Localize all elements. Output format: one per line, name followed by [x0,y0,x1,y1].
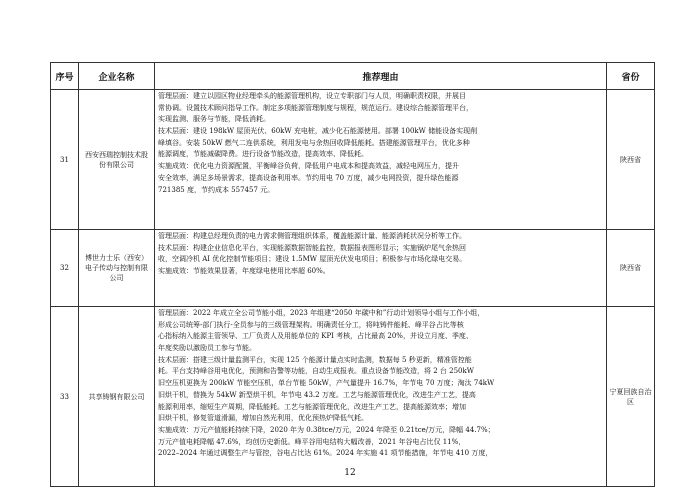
province: 陕西省 [607,90,655,230]
reason-line: 实施成效：万元产值能耗持续下降，2020 年为 0.38tce/万元，2024 年降至 0.21tce/万元，降幅 44.7%； [158,425,495,434]
reason-line: 安全效率，满足多场景需求，提高设备利用率。节约用电 70 万度，减少电网投资，提升绿色能源 [158,173,459,182]
recommendation-table [50,62,655,487]
recommendation-reason [155,230,607,307]
reason-line: 2022–2024 年通过调整生产与管控，谷电占比达 61%。2024 年实施 41 项节能措施，年节电 410 万度， [158,449,493,458]
reason-line: 万元产值电耗降幅 47.6%，均创历史新低。峰平谷用电结构大幅改善，2021 年谷电占比仅 11%， [158,437,466,446]
reason-line: 技术层面：建设 198kW 屋顶光伏、60kW 充电桩，减少化石能源使用。部署 100kW 储能设备实现削 [158,127,478,136]
reason-line: 常协调。设置技术顾问指导工作。制定多项能源管理制度与规程，规范运行。建设综合能源管理平台， [158,103,473,112]
table-header-row [51,63,655,90]
company-name: 共享铸钢有限公司 [79,307,155,487]
reason-line: 721385 度，节约成本 557457 元。 [158,185,275,194]
reason-line: 旧烘干机，修复管道滑漏，增加自然光利用，优化预热炉降低气耗。 [158,414,368,423]
recommendation-reason [155,307,607,487]
reason-line: 形成公司统筹-部门执行-全员参与的三级管理架构。明确责任分工，将吨铸件能耗、峰平谷占比等核 [158,320,464,329]
header-reason: 推荐理由 [155,63,607,90]
reason-line: 年度奖励以激励员工参与节能。 [158,344,256,353]
reason-line: 管理层面：建立以园区物业经理牵头的能源管理机构，设立专职部门与人员，明确职责权限，并展目 [158,92,466,100]
reason-line: 收，空调冷机 AI 优化控制节能项目；建设 1.5MW 屋顶光伏发电项目；积极参与市场化绿电交易。 [158,255,467,264]
table-row [51,230,655,307]
reason-line: 能源利用率，缩短生产周期，降低能耗。工艺与能源管理优化，改进生产工艺，提高能源效率；增加 [158,402,466,411]
reason-line: 旧空压机更换为 200kW 节能空压机，单台节能 50kW，产气量提升 16.7%，年节电 70 万度；淘汰 74kW [158,379,495,388]
reason-line: 实现监测、服务与节能，降低消耗。 [158,115,270,124]
row-number: 33 [51,307,79,487]
company-name: 博世力士乐（西安）电子传动与控制有限公司 [79,230,155,307]
reason-line: 峰填谷。安装 50kW 燃气二连供系统，利用发电与余热回收降低能耗。搭建能源管理平台，优化多种 [158,138,470,147]
reason-line: 技术层面：构建企业信息化平台，实现能源数据智能监控，数据报表图形显示；实施锅炉尾气余热回 [158,243,466,252]
header-province: 省份 [607,63,655,90]
page-number: 12 [344,468,356,478]
reason-line: 能源调度，节能减碳降费。进行设备节能改造，提高效率、降低耗。 [158,150,368,159]
province: 宁夏回族自治区 [607,307,655,487]
reason-line: 旧烘干机，替换为 54kW 新型烘干机，年节电 43.2 万度。工艺与能源管理优化，改进生产工艺，提高 [158,390,476,399]
reason-line: 技术层面：搭建三级计量监测平台，实现 125 个能源计量点实时监测，数据每 5 秒更新，精准管控能 [158,355,472,364]
table-row [51,307,655,487]
reason-line: 管理层面：2022 年成立全公司节能小组，2023 年组建“2050 年碳中和”行动计划领导小组与工作小组， [158,309,485,317]
company-name: 西安西瑞控制技术股份有限公司 [79,90,155,230]
row-number: 32 [51,230,79,307]
header-company-name: 企业名称 [79,63,155,90]
recommendation-reason [155,90,607,230]
row-number: 31 [51,90,79,230]
header-no: 序号 [51,63,79,90]
table-row [51,90,655,230]
province: 陕西省 [607,230,655,307]
reason-line: 心指标纳入能源主管领导、工厂负责人及用能单位的 KPI 考核，占比最高 20%，并设立月度、季度、 [158,332,473,341]
reason-line: 耗。平台支持峰谷用电优化，预测和告警等功能，自动生成报表。重点设备节能改造，将 2 台 250kW [158,367,474,376]
reason-line: 实施成效：节能效果显著，年度绿电使用比率超 60%。 [158,267,330,276]
reason-line: 实施成效：优化电力资源配置，平衡峰谷负荷，降低用户电成本和提高效益，减轻电网压力，提升 [158,162,459,171]
reason-line: 管理层面：构建总经理负责的电力需求侧管理组织体系，覆盖能源计量、能源消耗状况分析等工作。 [158,232,466,240]
